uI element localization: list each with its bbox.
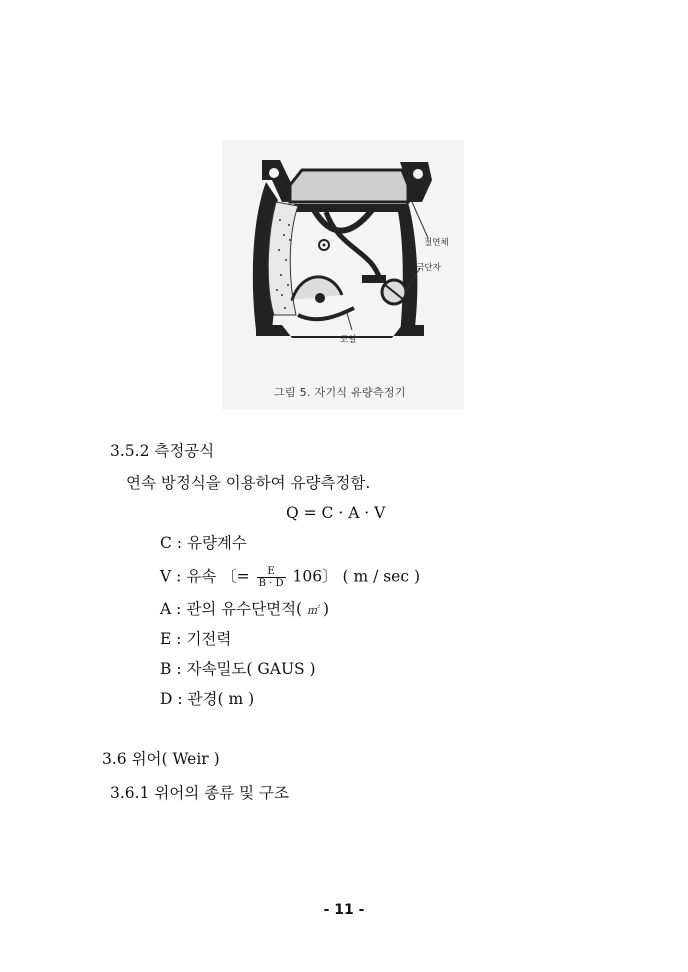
fraction — [257, 566, 286, 589]
def-row-e — [160, 632, 231, 648]
def-separator: : — [177, 690, 183, 708]
def-symbol: A — [160, 600, 172, 618]
label-coil: 코일 — [340, 335, 357, 345]
def-symbol: V — [160, 567, 172, 586]
def-symbol: C — [160, 534, 172, 552]
def-symbol: E — [160, 630, 172, 648]
formula-q: Q = C · A · V — [286, 504, 386, 522]
intro-sentence: 연속 방정식을 이용하여 유량측정함. — [126, 474, 371, 492]
def-unit: ㎡ — [307, 604, 319, 617]
section-heading-3-6-1: 3.6.1 위어의 종류 및 구조 — [110, 784, 289, 802]
def-row-v — [160, 566, 420, 589]
def-row-a — [160, 602, 329, 618]
def-separator: : — [176, 567, 182, 586]
def-text-after: ) — [322, 600, 330, 618]
label-electrode-terminal: 전극단자 — [408, 263, 441, 273]
def-text: 자속밀도( GAUS ) — [186, 660, 316, 678]
label-insulator: 절연체 — [424, 238, 449, 248]
page-number: - 11 - — [323, 902, 365, 918]
flowmeter-drawing — [222, 140, 464, 410]
def-row-c — [160, 536, 247, 552]
def-separator: : — [176, 660, 182, 678]
section-heading-3-6: 3.6 위어( Weir ) — [102, 750, 220, 768]
def-text: 유속 〔= — [186, 567, 250, 586]
def-text: 관의 유수단면적( — [186, 600, 303, 618]
def-symbol: D — [160, 690, 173, 708]
def-symbol: B — [160, 660, 172, 678]
def-separator: : — [176, 600, 182, 618]
def-row-d — [160, 692, 254, 708]
def-separator: : — [176, 630, 182, 648]
section-heading-3-5-2: 3.5.2 측정공식 — [110, 442, 215, 460]
def-text: 기전력 — [186, 630, 232, 648]
def-row-b — [160, 662, 316, 678]
def-separator: : — [176, 534, 183, 552]
def-text-after: 106〕 ( m / sec ) — [292, 567, 421, 586]
def-text: 관경( m ) — [187, 690, 255, 708]
fraction-numerator: E — [257, 566, 286, 578]
fraction-denominator: B · D — [258, 578, 284, 589]
figure-caption: 그림 5. 자기식 유량측정기 — [274, 386, 406, 399]
def-text: 유량계수 — [186, 534, 247, 552]
figure-magnetic-flowmeter — [222, 140, 464, 410]
